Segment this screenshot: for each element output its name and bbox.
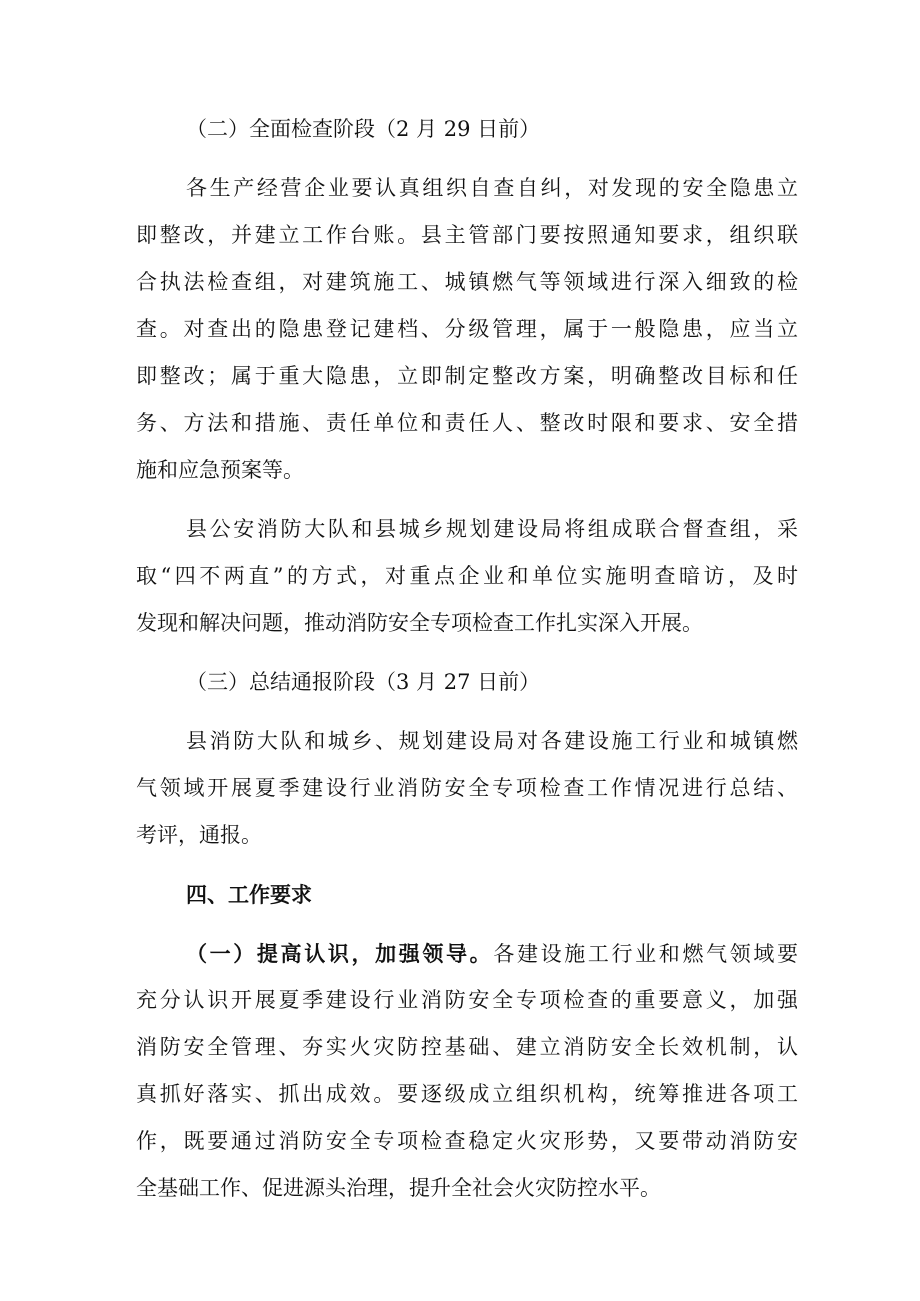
paragraph-line: 合执法检查组，对建筑施工、城镇燃气等领域进行深入细致的检 xyxy=(136,270,798,294)
paragraph-line: 取“四不两直”的方式，对重点企业和单位实施明查暗访，及时 xyxy=(136,564,798,588)
section-heading-summary-report: （三）总结通报阶段（3 月 27 日前） xyxy=(186,670,541,694)
document-page xyxy=(136,106,798,1212)
paragraph-line: 查。对查出的隐患登记建档、分级管理，属于一般隐患，应当立 xyxy=(136,317,798,341)
paragraph-line: 县公安消防大队和县城乡规划建设局将组成联合督查组，采 xyxy=(186,517,798,541)
paragraph-line: 务、方法和措施、责任单位和责任人、整改时限和要求、安全措 xyxy=(136,411,798,435)
paragraph-line: 气领域开展夏季建设行业消防安全专项检查工作情况进行总结、 xyxy=(136,776,798,800)
paragraph-line: 各生产经营企业要认真组织自查自纠，对发现的安全隐患立 xyxy=(186,176,798,200)
paragraph-line: 全基础工作、促进源头治理，提升全社会火灾防控水平。 xyxy=(136,1176,661,1200)
paragraph-line: 即整改，并建立工作台账。县主管部门要按照通知要求，组织联 xyxy=(136,223,798,247)
paragraph-line: 县消防大队和城乡、规划建设局对各建设施工行业和城镇燃 xyxy=(186,729,798,753)
paragraph-raise-awareness xyxy=(136,930,798,1212)
paragraph-line: 作，既要通过消防安全专项检查稳定火灾形势，又要带动消防安 xyxy=(136,1129,798,1153)
section-heading-work-requirements: 四、工作要求 xyxy=(186,882,312,907)
lead-in-rest: 各建设施工行业和燃气领域要 xyxy=(493,942,799,966)
paragraph-line: 真抓好落实、抓出成效。要逐级成立组织机构，统筹推进各项工 xyxy=(136,1082,798,1106)
paragraph-line: 即整改；属于重大隐患，立即制定整改方案，明确整改目标和任 xyxy=(136,364,798,388)
paragraph-summary xyxy=(136,718,798,859)
paragraph-line: 发现和解决问题，推动消防安全专项检查工作扎实深入开展。 xyxy=(136,611,703,635)
section-heading-comprehensive-inspection: （二）全面检查阶段（2 月 29 日前） xyxy=(186,117,541,141)
paragraph-line: 考评，通报。 xyxy=(136,823,262,847)
paragraph-joint-supervision xyxy=(136,506,798,647)
paragraph-line: 施和应急预案等。 xyxy=(136,458,304,482)
paragraph-self-inspection xyxy=(136,165,798,494)
bold-lead-in: （一）提高认识，加强领导。 xyxy=(186,941,494,966)
paragraph-line: 充分认识开展夏季建设行业消防安全专项检查的重要意义，加强 xyxy=(136,988,798,1012)
paragraph-line: 消防安全管理、夯实火灾防控基础、建立消防安全长效机制，认 xyxy=(136,1035,798,1059)
paragraph-line-first xyxy=(136,930,798,977)
